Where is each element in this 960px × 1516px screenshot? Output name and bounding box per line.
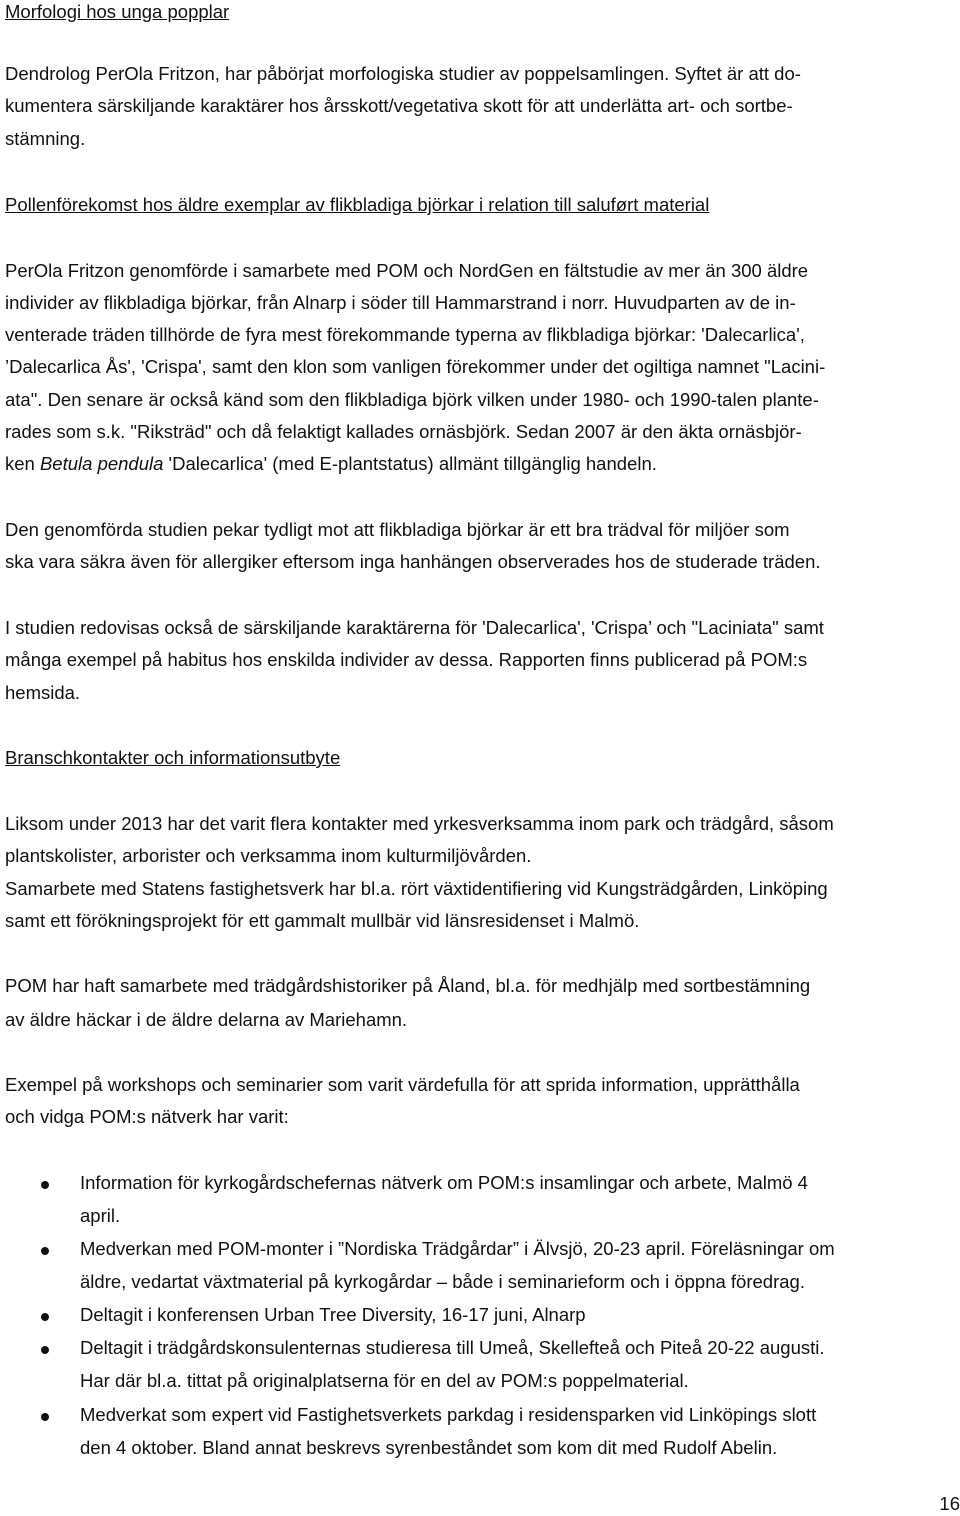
paragraph-line: plantskolister, arborister och verksamma inom kulturmiljövården. (5, 845, 532, 866)
bullet-dot-icon (41, 1346, 49, 1354)
paragraph-line: POM har haft samarbete med trädgårdshistoriker på Åland, bl.a. för medhjälp med sortbestämning (5, 975, 811, 996)
paragraph-line: PerOla Fritzon genomförde i samarbete med POM och NordGen en fältstudie av mer än 300 äldre (5, 260, 809, 281)
list-item-text: Medverkat som expert vid Fastighetsverkets parkdag i residensparken vid Linköpings slott (80, 1404, 817, 1425)
paragraph-line: stämning. (5, 128, 86, 149)
paragraph-line: Samarbete med Statens fastighetsverk har bl.a. rört växtidentifiering vid Kungsträdgården, Linköping (5, 878, 828, 899)
section-heading-branschkontakter: Branschkontakter och informationsutbyte (5, 747, 341, 768)
page-number: 16 (939, 1493, 960, 1514)
list-item-text: april. (80, 1205, 121, 1226)
text-fragment: 'Dalecarlica' (med E-plantstatus) allmänt tillgänglig handeln. (163, 453, 657, 474)
paragraph-line: Liksom under 2013 har det varit flera kontakter med yrkesverksamma inom park och trädgård, såsom (5, 813, 834, 834)
paragraph-line (5, 62, 957, 86)
bullet-dot-icon (41, 1181, 49, 1189)
paragraph-line: kumentera särskiljande karaktärer hos årsskott/vegetativa skott för att underlätta art- och sortbe- (5, 95, 793, 116)
paragraph-line: rades som s.k. "Riksträd" och då felaktigt kallades ornäsbjörk. Sedan 2007 är den äkta ornäsbjör- (5, 421, 802, 442)
paragraph-line: Den genomförda studien pekar tydligt mot att flikbladiga björkar är ett bra trädval för miljöer som (5, 519, 790, 540)
paragraph-line: individer av flikbladiga björkar, från Alnarp i söder till Hammarstrand i norr. Huvudparten av de in- (5, 292, 796, 313)
paragraph-line: samt ett förökningsprojekt för ett gammalt mullbär vid länsresidenset i Malmö. (5, 910, 640, 931)
text-line: Dendrolog PerOla Fritzon, har påbörjat morfologiska studier av poppelsamlingen. Syftet är att do- (5, 63, 801, 84)
paragraph-line: ’Dalecarlica Ås', 'Crispa', samt den klon som vanligen förekommer under det ogiltiga namnet "Lacini- (5, 356, 826, 377)
bullet-dot-icon (41, 1413, 49, 1421)
list-item-text: Medverkan med POM-monter i ”Nordiska Trädgårdar” i Älvsjö, 20-23 april. Föreläsningar om (80, 1238, 835, 1259)
italic-species-name: Betula pendula (39, 453, 164, 474)
paragraph-line: hemsida. (5, 682, 81, 703)
paragraph-line (5, 452, 957, 476)
list-item-text: Deltagit i trädgårdskonsulenternas studieresa till Umeå, Skellefteå och Piteå 20-22 augusti. (80, 1337, 825, 1358)
paragraph-line: ska vara säkra även för allergiker eftersom inga hanhängen observerades hos de studerade träden. (5, 551, 821, 572)
paragraph-line: venterade träden tillhörde de fyra mest förekommande typerna av flikbladiga björkar: 'Dalecarlica', (5, 324, 805, 345)
paragraph-line: många exempel på habitus hos enskilda individer av dessa. Rapporten finns publicerad på POM:s (5, 649, 808, 670)
bullet-dot-icon (41, 1247, 49, 1255)
paragraph-line: och vidga POM:s nätverk har varit: (5, 1106, 289, 1127)
text-fragment: ken (5, 453, 40, 474)
list-item-text: äldre, vedartat växtmaterial på kyrkogårdar – både i seminarieform och i öppna föredrag. (80, 1271, 805, 1292)
list-item-text: den 4 oktober. Bland annat beskrevs syrenbeståndet som kom dit med Rudolf Abelin. (80, 1437, 778, 1458)
section-heading-pollen: Pollenförekomst hos äldre exemplar av flikbladiga björkar i relation till saluført material (5, 194, 710, 215)
section-heading-morfologi: Morfologi hos unga popplar (5, 1, 230, 22)
bullet-dot-icon (41, 1313, 49, 1321)
paragraph-line: ata". Den senare är också känd som den flikbladiga björk vilken under 1980- och 1990-talen plante- (5, 389, 819, 410)
paragraph-line: I studien redovisas också de särskiljande karaktärerna för 'Dalecarlica', 'Crispa’ och "Laciniata" samt (5, 617, 824, 638)
list-item-text: Har där bl.a. tittat på originalplatserna för en del av POM:s poppelmaterial. (80, 1370, 689, 1391)
list-item-text: Information för kyrkogårdschefernas nätverk om POM:s insamlingar och arbete, Malmö 4 (80, 1172, 808, 1193)
paragraph-line: Exempel på workshops och seminarier som varit värdefulla för att sprida information, upprätthålla (5, 1074, 800, 1095)
list-item-text: Deltagit i konferensen Urban Tree Diversity, 16-17 juni, Alnarp (80, 1304, 586, 1325)
paragraph-line: av äldre häckar i de äldre delarna av Mariehamn. (5, 1009, 408, 1030)
